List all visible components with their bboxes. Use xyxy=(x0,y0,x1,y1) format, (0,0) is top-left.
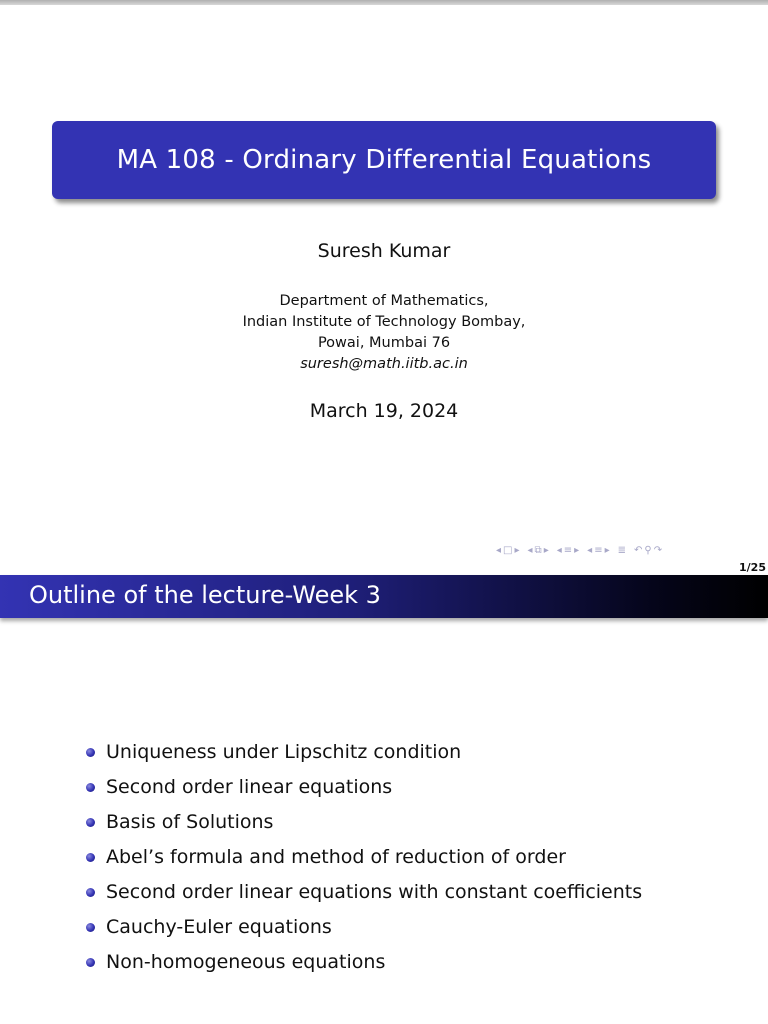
affiliation-line: Department of Mathematics, xyxy=(279,293,489,309)
subsection-nav[interactable] xyxy=(528,545,549,556)
beamer-navigation xyxy=(496,543,667,557)
search-icon[interactable]: ⚲ xyxy=(644,544,652,556)
presentation-date: March 19, 2024 xyxy=(309,400,459,422)
outline-icon[interactable]: ≣ xyxy=(617,544,627,556)
bullet-icon xyxy=(86,853,95,862)
affiliation xyxy=(0,291,768,375)
outline-nav[interactable] xyxy=(618,545,626,556)
list-item xyxy=(86,775,642,810)
list-item xyxy=(86,880,642,915)
frame-title-bar xyxy=(0,575,768,618)
author-name: Suresh Kumar xyxy=(317,240,451,262)
section-icon[interactable]: ≡ xyxy=(594,544,603,556)
list-item-text: Second order linear equations xyxy=(106,776,393,798)
forward-icon[interactable]: ↷ xyxy=(653,544,663,556)
prev-arrow-icon[interactable]: ◂ xyxy=(556,544,562,556)
list-item-text: Uniqueness under Lipschitz condition xyxy=(106,741,462,763)
frame-nav[interactable] xyxy=(496,545,520,556)
part-nav[interactable] xyxy=(587,545,609,556)
next-arrow-icon[interactable]: ▸ xyxy=(514,544,520,556)
next-arrow-icon[interactable]: ▸ xyxy=(604,544,610,556)
bullet-icon xyxy=(86,818,95,827)
email-address: suresh@math.iitb.ac.in xyxy=(300,356,468,372)
bullet-icon xyxy=(86,748,95,757)
title-slide xyxy=(0,5,768,575)
history-nav[interactable] xyxy=(634,545,662,556)
list-item-text: Second order linear equations with constant coefficients xyxy=(106,881,643,903)
prev-arrow-icon[interactable]: ◂ xyxy=(527,544,533,556)
prev-arrow-icon[interactable]: ◂ xyxy=(496,544,502,556)
outline-list xyxy=(86,740,642,985)
prev-arrow-icon[interactable]: ◂ xyxy=(587,544,593,556)
slide-title: MA 108 - Ordinary Differential Equations xyxy=(116,145,652,175)
list-item xyxy=(86,740,642,775)
section-nav[interactable] xyxy=(557,545,579,556)
subsection-icon[interactable]: ⧉ xyxy=(534,544,542,556)
next-arrow-icon[interactable]: ▸ xyxy=(574,544,580,556)
section-icon[interactable]: ≡ xyxy=(563,544,573,556)
back-icon[interactable]: ↶ xyxy=(634,544,643,556)
list-item-text: Non-homogeneous equations xyxy=(106,951,386,973)
list-item xyxy=(86,845,642,880)
affiliation-line: Indian Institute of Technology Bombay, xyxy=(242,314,526,330)
list-item-text: Basis of Solutions xyxy=(106,811,274,833)
title-box xyxy=(52,121,716,199)
list-item xyxy=(86,915,642,950)
affiliation-line: Powai, Mumbai 76 xyxy=(317,335,451,351)
next-arrow-icon[interactable]: ▸ xyxy=(543,544,549,556)
frame-icon[interactable]: □ xyxy=(503,544,513,556)
list-item-text: Cauchy-Euler equations xyxy=(106,916,332,938)
list-item-text: Abel’s formula and method of reduction of order xyxy=(106,846,566,868)
bullet-icon xyxy=(86,958,95,967)
bullet-icon xyxy=(86,888,95,897)
outline-slide xyxy=(0,575,768,1024)
bullet-icon xyxy=(86,783,95,792)
list-item xyxy=(86,810,642,845)
list-item xyxy=(86,950,642,985)
frame-title: Outline of the lecture-Week 3 xyxy=(29,581,381,609)
page-number: 1/25 xyxy=(739,561,766,574)
bullet-icon xyxy=(86,923,95,932)
